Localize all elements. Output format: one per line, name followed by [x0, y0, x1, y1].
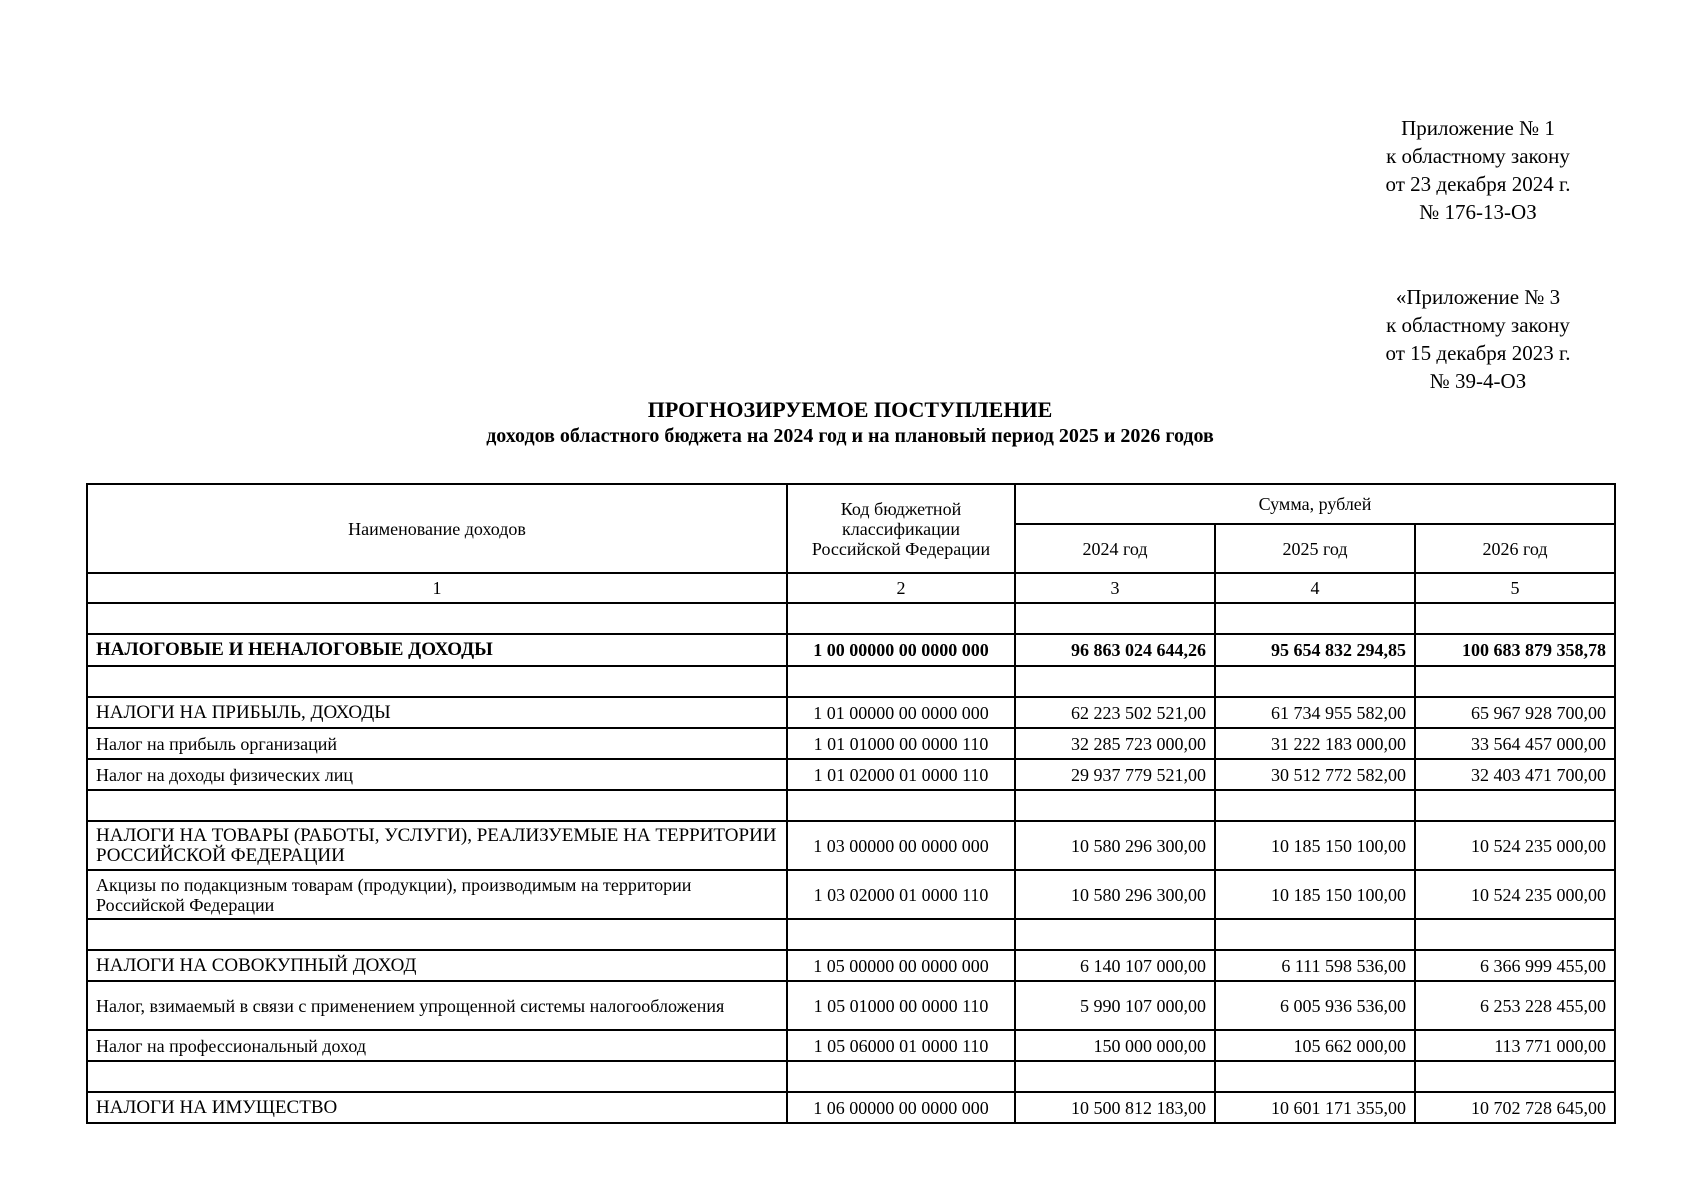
amount-2024: 32 285 723 000,00	[1015, 728, 1215, 759]
amount-2024: 96 863 024 644,26	[1015, 634, 1215, 666]
annex-line: «Приложение № 3	[1395, 285, 1561, 309]
annex-line: к областному закону	[1386, 144, 1570, 168]
column-number: 4	[1215, 573, 1415, 603]
column-number: 5	[1415, 573, 1615, 603]
table-row	[87, 728, 1615, 759]
income-name: НАЛОГИ НА СОВОКУПНЫЙ ДОХОД	[87, 950, 787, 981]
revenue-table	[86, 483, 1616, 1124]
header-year-2026: 2026 год	[1415, 524, 1615, 573]
amount-2025: 31 222 183 000,00	[1215, 728, 1415, 759]
amount-2025: 95 654 832 294,85	[1215, 634, 1415, 666]
table-row	[87, 634, 1615, 666]
document-subtitle: доходов областного бюджета на 2024 год и на плановый период 2025 и 2026 годов	[486, 425, 1214, 447]
spacer-row	[87, 603, 1615, 634]
amount-2024: 10 580 296 300,00	[1015, 821, 1215, 870]
amount-2026: 33 564 457 000,00	[1415, 728, 1615, 759]
amount-2025: 10 185 150 100,00	[1215, 821, 1415, 870]
amount-2025: 6 111 598 536,00	[1215, 950, 1415, 981]
amount-2026: 100 683 879 358,78	[1415, 634, 1615, 666]
amount-2026: 10 524 235 000,00	[1415, 821, 1615, 870]
header-budget-code: Код бюджетной классификации Российской Федерации	[787, 484, 1015, 573]
annex-line: № 176-13-ОЗ	[1419, 200, 1537, 224]
header-sum: Сумма, рублей	[1015, 484, 1615, 524]
budget-code: 1 03 02000 01 0000 110	[787, 870, 1015, 919]
column-number: 1	[87, 573, 787, 603]
table-row	[87, 981, 1615, 1030]
income-name: Налог, взимаемый в связи с применением упрощенной системы налогообложения	[87, 981, 787, 1030]
spacer-row	[87, 666, 1615, 697]
budget-code: 1 05 00000 00 0000 000	[787, 950, 1015, 981]
amount-2025: 30 512 772 582,00	[1215, 759, 1415, 790]
column-number: 3	[1015, 573, 1215, 603]
annex-1-reference	[1328, 114, 1628, 226]
amount-2026: 6 366 999 455,00	[1415, 950, 1615, 981]
amount-2024: 10 500 812 183,00	[1015, 1092, 1215, 1123]
budget-code: 1 00 00000 00 0000 000	[787, 634, 1015, 666]
amount-2025: 10 601 171 355,00	[1215, 1092, 1415, 1123]
document-title: ПРОГНОЗИРУЕМОЕ ПОСТУПЛЕНИЕ	[647, 397, 1053, 422]
income-name: НАЛОГИ НА ИМУЩЕСТВО	[87, 1092, 787, 1123]
header-row	[87, 484, 1615, 524]
table-row	[87, 950, 1615, 981]
amount-2025: 105 662 000,00	[1215, 1030, 1415, 1061]
income-name: Налог на профессиональный доход	[87, 1030, 787, 1061]
budget-code: 1 05 01000 00 0000 110	[787, 981, 1015, 1030]
header-year-2024: 2024 год	[1015, 524, 1215, 573]
table-row	[87, 1092, 1615, 1123]
amount-2026: 65 967 928 700,00	[1415, 697, 1615, 728]
header-income-name: Наименование доходов	[87, 484, 787, 573]
budget-code: 1 01 01000 00 0000 110	[787, 728, 1015, 759]
amount-2026: 10 524 235 000,00	[1415, 870, 1615, 919]
income-name: НАЛОГОВЫЕ И НЕНАЛОГОВЫЕ ДОХОДЫ	[87, 634, 787, 666]
amount-2024: 62 223 502 521,00	[1015, 697, 1215, 728]
budget-code: 1 01 02000 01 0000 110	[787, 759, 1015, 790]
budget-code: 1 06 00000 00 0000 000	[787, 1092, 1015, 1123]
budget-code: 1 03 00000 00 0000 000	[787, 821, 1015, 870]
spacer-row	[87, 790, 1615, 821]
header-year-2025: 2025 год	[1215, 524, 1415, 573]
annex-line: № 39-4-ОЗ	[1429, 369, 1527, 393]
budget-code: 1 05 06000 01 0000 110	[787, 1030, 1015, 1061]
income-name: Акцизы по подакцизным товарам (продукции), производимым на территории Российской Федерации	[87, 870, 787, 919]
amount-2026: 113 771 000,00	[1415, 1030, 1615, 1061]
spacer-row	[87, 919, 1615, 950]
table-row	[87, 1030, 1615, 1061]
income-name: Налог на прибыль организаций	[87, 728, 787, 759]
income-name: Налог на доходы физических лиц	[87, 759, 787, 790]
amount-2025: 61 734 955 582,00	[1215, 697, 1415, 728]
annex-line: к областному закону	[1386, 313, 1570, 337]
amount-2024: 10 580 296 300,00	[1015, 870, 1215, 919]
amount-2026: 10 702 728 645,00	[1415, 1092, 1615, 1123]
annex-3-reference	[1328, 283, 1628, 395]
amount-2025: 6 005 936 536,00	[1215, 981, 1415, 1030]
amount-2026: 32 403 471 700,00	[1415, 759, 1615, 790]
amount-2024: 5 990 107 000,00	[1015, 981, 1215, 1030]
annex-line: Приложение № 1	[1401, 116, 1555, 140]
annex-line: от 23 декабря 2024 г.	[1385, 172, 1571, 196]
column-number-row	[87, 573, 1615, 603]
income-name: НАЛОГИ НА ПРИБЫЛЬ, ДОХОДЫ	[87, 697, 787, 728]
amount-2026: 6 253 228 455,00	[1415, 981, 1615, 1030]
amount-2024: 6 140 107 000,00	[1015, 950, 1215, 981]
annex-line: от 15 декабря 2023 г.	[1385, 341, 1571, 365]
amount-2024: 29 937 779 521,00	[1015, 759, 1215, 790]
table-row	[87, 759, 1615, 790]
amount-2025: 10 185 150 100,00	[1215, 870, 1415, 919]
budget-code: 1 01 00000 00 0000 000	[787, 697, 1015, 728]
spacer-row	[87, 1061, 1615, 1092]
table-row	[87, 821, 1615, 870]
income-name: НАЛОГИ НА ТОВАРЫ (РАБОТЫ, УСЛУГИ), РЕАЛИЗУЕМЫЕ НА ТЕРРИТОРИИ РОССИЙСКОЙ ФЕДЕРАЦИИ	[87, 821, 787, 870]
column-number: 2	[787, 573, 1015, 603]
table-row	[87, 870, 1615, 919]
amount-2024: 150 000 000,00	[1015, 1030, 1215, 1061]
table-row	[87, 697, 1615, 728]
